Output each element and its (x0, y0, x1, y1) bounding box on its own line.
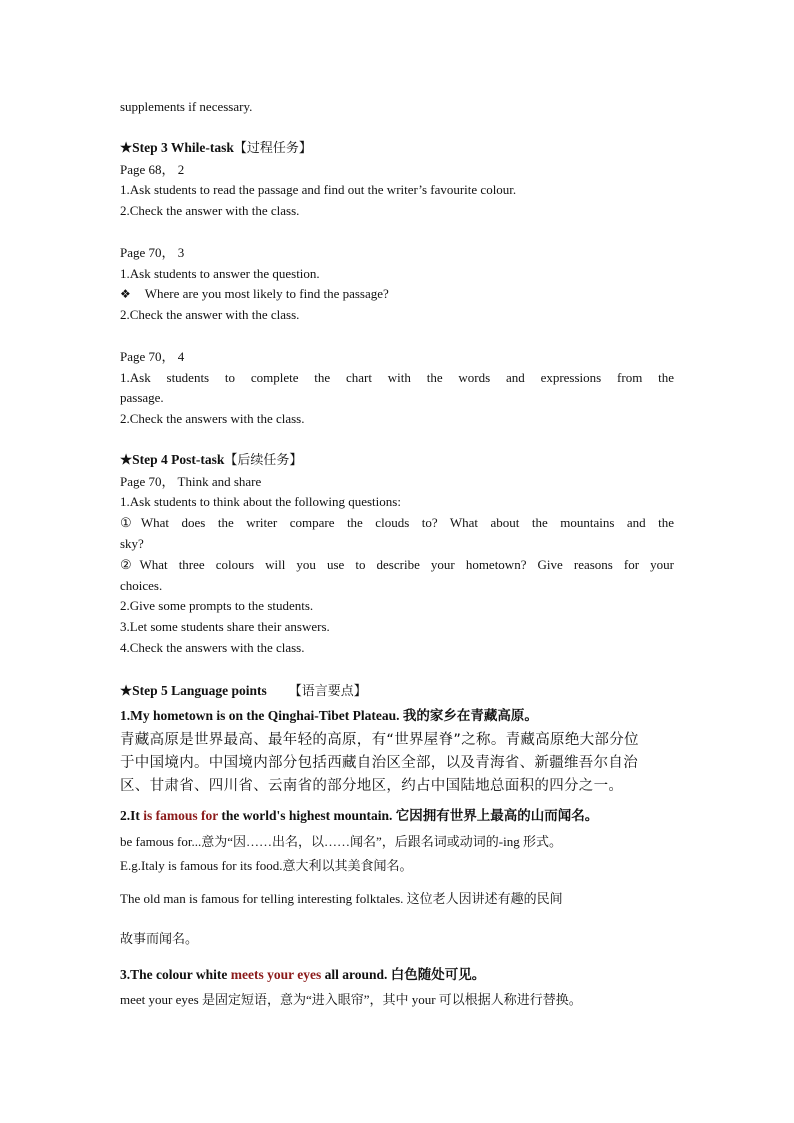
step5-title: ★Step 5 Language points (120, 683, 267, 698)
step3-p1-ref: Page 68， 2 (120, 162, 185, 177)
point3-highlight: meets your eyes (230, 967, 322, 982)
step3-p1-line2: 2.Check the answer with the class. (120, 203, 300, 218)
step4-question1-line1: ①What does the writer compare the clouds to? What about the mountains and the (120, 515, 674, 530)
step5-title-cn: 【语言要点】 (288, 684, 367, 699)
step4-heading (120, 452, 302, 469)
step3-title-cn: 【过程任务】 (233, 141, 312, 156)
step3-p2-line2 (120, 286, 389, 302)
point1-body-line2: 于中国境内。中国境内部分包括西藏自治区全部，以及青海省、新疆维吾尔自治 (120, 755, 638, 771)
step3-p3-line2: passage. (120, 390, 164, 405)
point3-line1: meet your eyes 是固定短语，意为“进入眼帘”，其中 your 可以根据人称进行替换。 (120, 992, 582, 1007)
step4-line2: 2.Give some prompts to the students. (120, 598, 314, 613)
step5-heading (120, 683, 367, 700)
step3-p2-line1: 1.Ask students to answer the question. (120, 266, 320, 281)
point2-highlight: is famous for (143, 808, 219, 823)
step4-title-cn: 【后续任务】 (224, 453, 303, 468)
intro-line: supplements if necessary. (120, 99, 253, 114)
step4-ref: Page 70， Think and share (120, 474, 262, 489)
point3-heading (120, 967, 485, 983)
point2-line3: The old man is famous for telling interesting folktales. 这位老人因讲述有趣的民间 (120, 891, 563, 906)
point2-line4: 故事而闻名。 (120, 931, 199, 946)
point2-line1: be famous for...意为“因……出名，以……闻名”，后跟名词或动词的-ing 形式。 (120, 834, 562, 849)
step3-p2-line3: 2.Check the answer with the class. (120, 307, 300, 322)
point1-heading: 1.My hometown is on the Qinghai-Tibet Plateau. 我的家乡在青藏高原。 (120, 708, 538, 723)
point1-body-line3: 区、甘肃省、四川省、云南省的部分地区，约占中国陆地总面积的四分之一。 (120, 778, 624, 794)
step4-line3: 3.Let some students share their answers. (120, 619, 330, 634)
point2-heading (120, 808, 598, 824)
step4-line1: 1.Ask students to think about the following questions: (120, 494, 401, 509)
point2-heading-start: 2.It (120, 808, 144, 823)
step3-p3-line3: 2.Check the answers with the class. (120, 411, 305, 426)
point2-line2: E.g.Italy is famous for its food.意大利以其美食闻名。 (120, 858, 413, 873)
step3-heading (120, 140, 312, 157)
step3-title: ★Step 3 While-task (120, 140, 234, 155)
point1-body (120, 729, 676, 798)
step4-question1-line2: sky? (120, 536, 144, 551)
step4-title: ★Step 4 Post-task (120, 452, 225, 467)
point3-heading-start: 3.The colour white (120, 967, 231, 982)
diamond-bullet-icon: ❖ (120, 287, 131, 301)
point1-body-line1: 青藏高原是世界最高、最年轻的高原，有“世界屋脊”之称。青藏高原绝大部分位 (120, 732, 639, 748)
step4-question2-line1: ②What three colours will you use to describe your hometown? Give reasons for your (120, 557, 674, 572)
step3-p3-ref: Page 70， 4 (120, 349, 185, 364)
step4-line4: 4.Check the answers with the class. (120, 640, 305, 655)
step3-p3-line1: 1.Ask students to complete the chart with the words and expressions from the (120, 370, 674, 385)
point3-heading-end: all around. 白色随处可见。 (321, 967, 486, 982)
step4-question2-line2: choices. (120, 578, 163, 593)
step3-p2-question: Where are you most likely to find the passage? (144, 286, 389, 301)
point2-heading-end: the world's highest mountain. 它因拥有世界上最高的山而闻名。 (218, 808, 599, 823)
step3-p1-line1: 1.Ask students to read the passage and find out the writer’s favourite colour. (120, 182, 517, 197)
step3-p2-ref: Page 70， 3 (120, 245, 185, 260)
